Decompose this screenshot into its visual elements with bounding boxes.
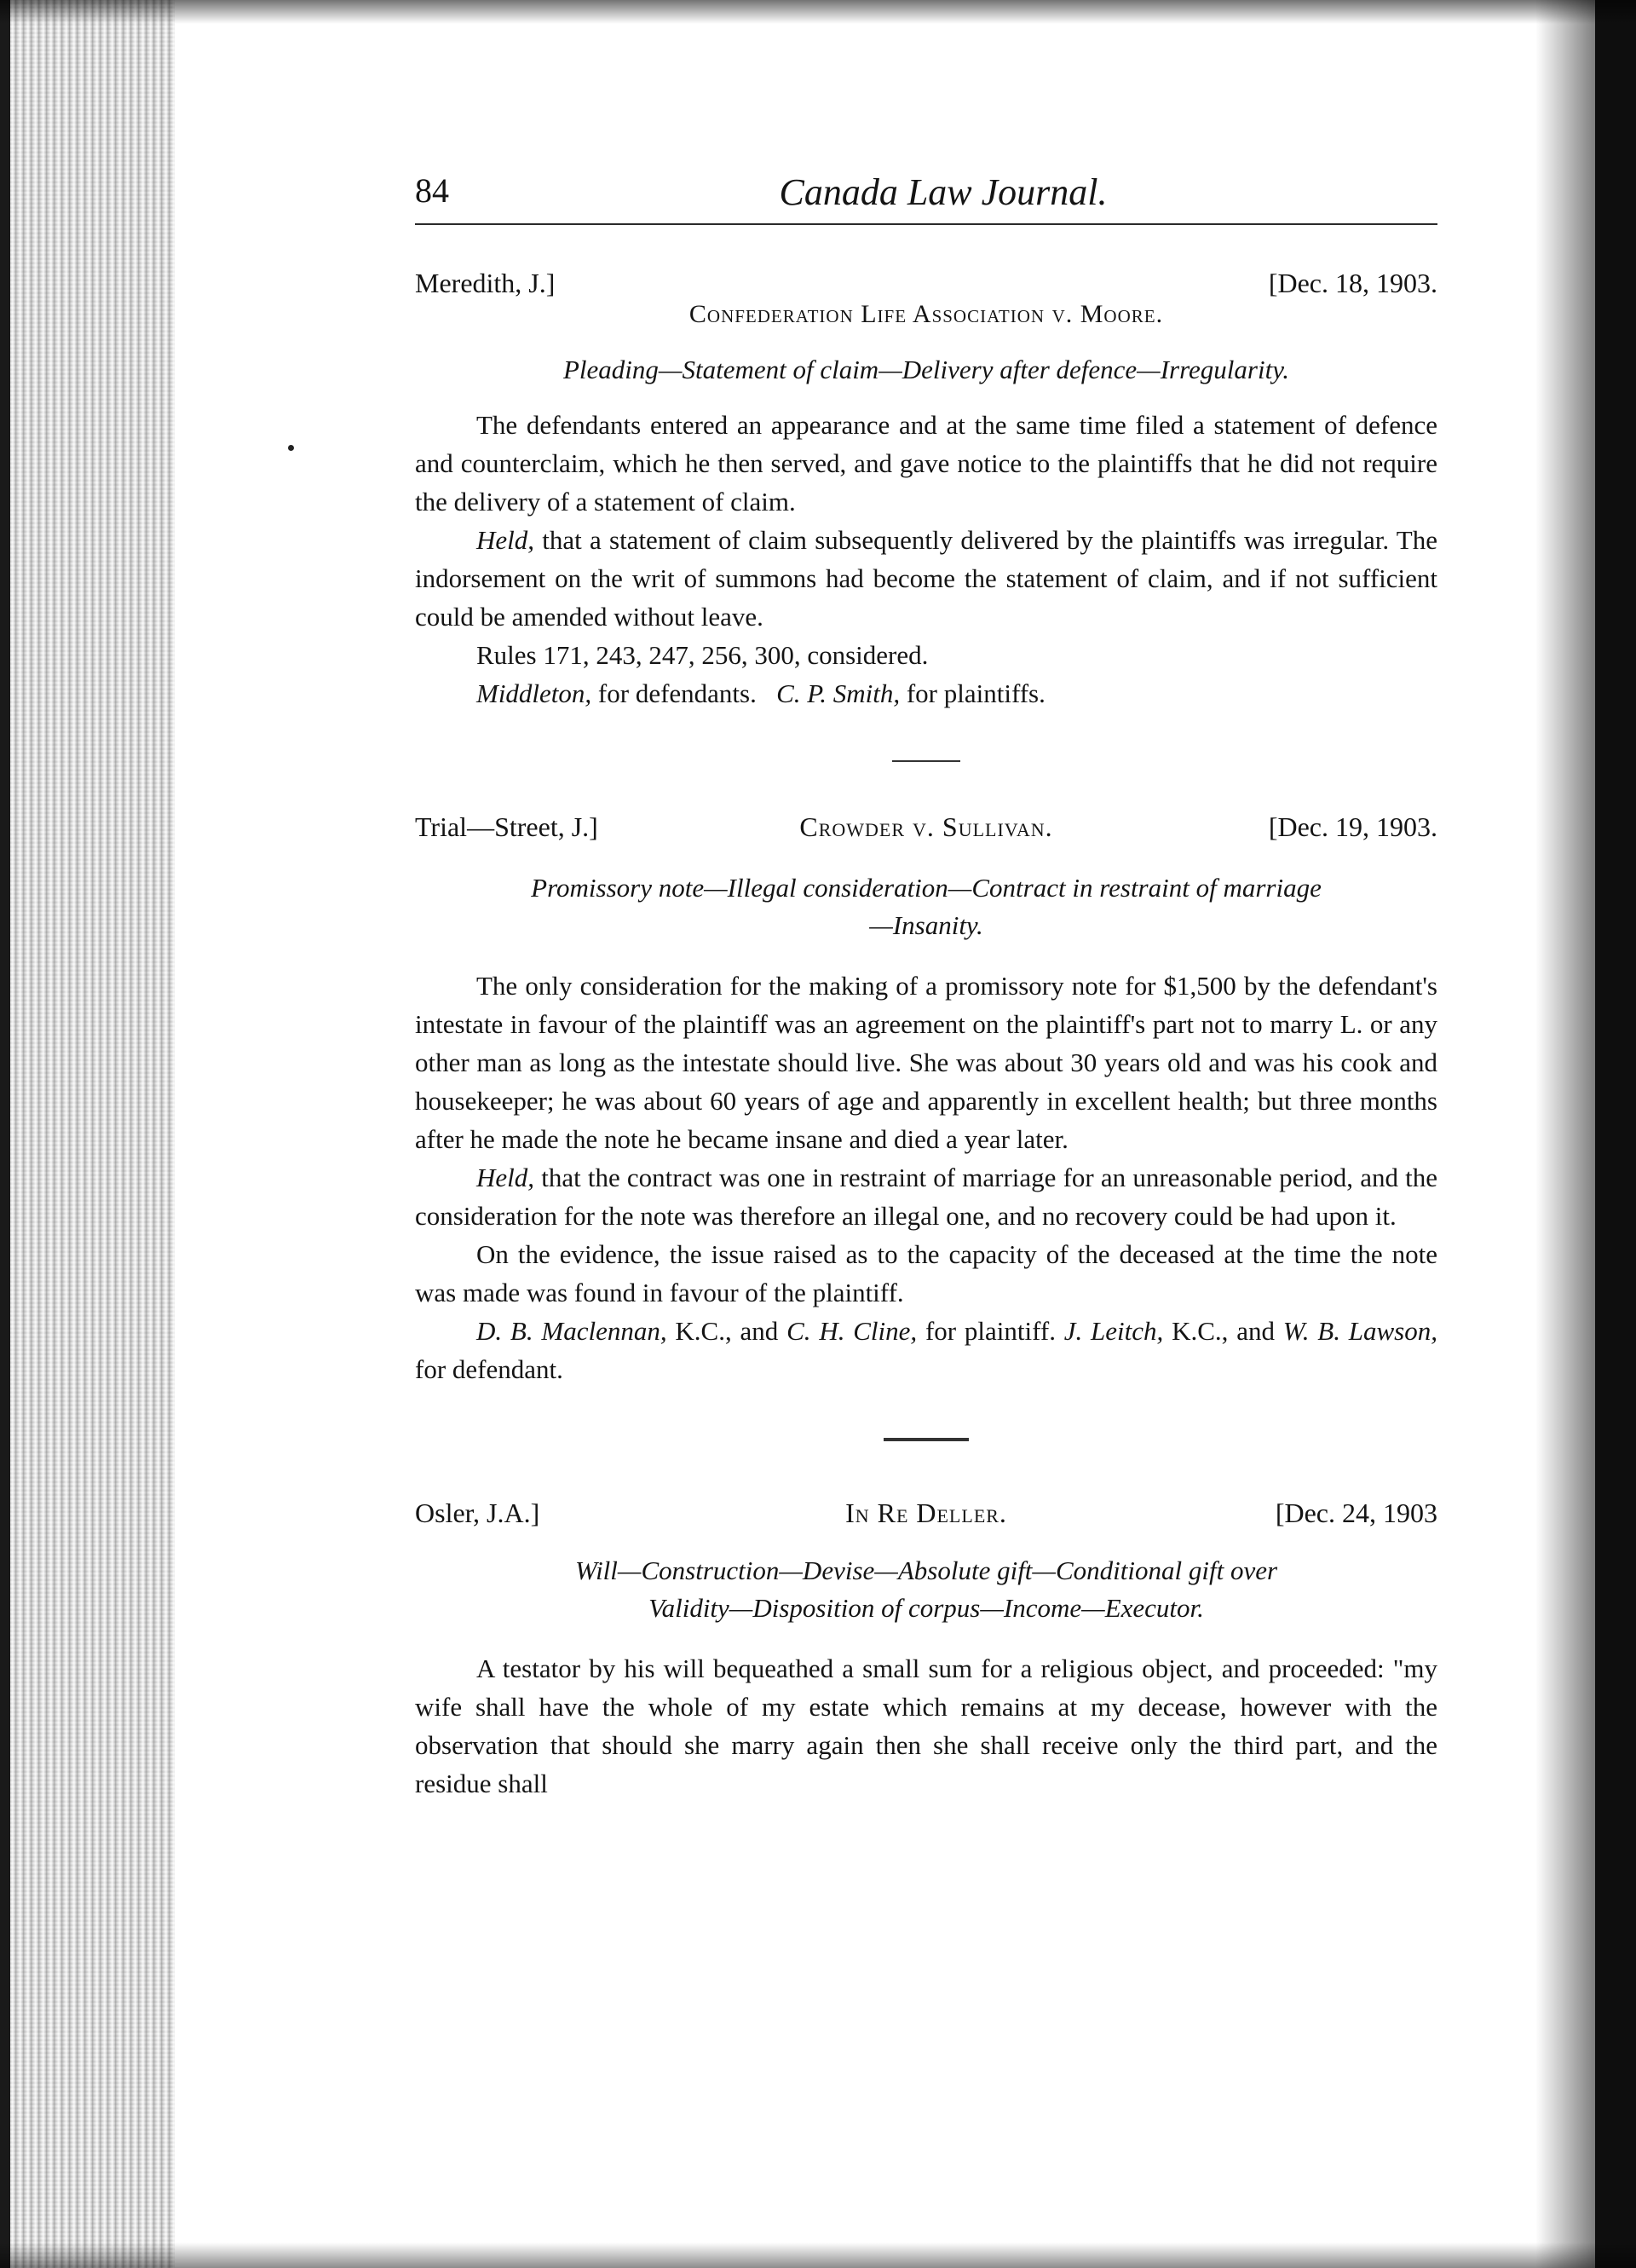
case-rules: Rules 171, 243, 247, 256, 300, considered.	[476, 640, 929, 670]
case-divider	[892, 760, 960, 762]
case-date: [Dec. 19, 1903.	[1268, 811, 1437, 842]
case-header	[415, 811, 1437, 849]
case-judge: Trial—Street, J.]	[415, 811, 598, 842]
catchwords-line: Will—Construction—Devise—Absolute gift—Conditional gift over	[574, 1555, 1278, 1585]
counsel-name: D. B. Maclennan,	[476, 1316, 667, 1346]
catchwords-line: Promissory note—Illegal consideration—Contract in restraint of marriage	[531, 873, 1322, 903]
case-catchwords	[415, 869, 1437, 944]
case-re-deller	[415, 1498, 1437, 1803]
counsel-name: W. B. Lawson,	[1282, 1316, 1438, 1346]
counsel-role: K.C., and	[666, 1316, 787, 1346]
counsel-role: for plaintiff.	[917, 1316, 1064, 1346]
counsel-name: Middleton,	[476, 678, 592, 708]
case-catchwords: Pleading—Statement of claim—Delivery after defence—Irregularity.	[562, 355, 1289, 384]
case-title: Confederation Life Association v. Moore.	[688, 300, 1164, 328]
scan-edge-right-fade	[1535, 0, 1595, 2268]
case-catchwords	[415, 1552, 1437, 1627]
catchwords-line: Validity—Disposition of corpus—Income—Executor.	[648, 1593, 1204, 1623]
case-paragraph: On the evidence, the issue raised as to the capacity of the deceased at the time the note was made was found in favour of the plaintiff.	[415, 1239, 1437, 1307]
counsel-role: K.C., and	[1163, 1316, 1283, 1346]
case-counsel	[415, 674, 1437, 713]
page-number: 84	[415, 171, 449, 210]
case-judge: Osler, J.A.]	[415, 1498, 540, 1528]
case-crowder-sullivan	[415, 811, 1437, 1388]
held-word: Held,	[476, 525, 535, 555]
case-held-paragraph	[415, 521, 1437, 636]
scan-speck	[288, 445, 294, 451]
scan-edge-left-dark	[0, 0, 10, 2268]
held-text: that a statement of claim subsequently delivered by the plaintiffs was irregular. The indorsement on the writ of summons had become the statement of claim, and if not sufficient could be amended without leave.	[415, 525, 1437, 632]
case-judge: Meredith, J.]	[415, 268, 556, 298]
case-date: [Dec. 18, 1903.	[1268, 268, 1437, 298]
scan-edge-top	[0, 0, 1636, 24]
case-paragraph: The defendants entered an appearance and at the same time filed a statement of defence and counterclaim, which he then served, and gave notice to the plaintiffs that he did not require the delivery of a statement of claim.	[415, 410, 1437, 517]
case-paragraph: The only consideration for the making of a promissory note for $1,500 by the defendant's intestate in favour of the plaintiff was an agreement on the plaintiff's part not to marry L. or any other man as long as the intestate should live. She was about 30 years old and was his cook and housekeeper; he was about 60 years of age and apparently in excellent health; but three months after he made the note he became insane and died a year later.	[415, 971, 1437, 1154]
scan-edge-left	[0, 0, 175, 2268]
scan-edge-right	[1595, 0, 1636, 2268]
case-counsel	[415, 1312, 1437, 1388]
held-word: Held,	[476, 1163, 535, 1192]
case-header	[415, 1498, 1437, 1535]
counsel-role: for defendants.	[591, 678, 757, 708]
case-date: [Dec. 24, 1903	[1275, 1498, 1437, 1528]
counsel-role: for defendant.	[415, 1354, 563, 1384]
counsel-role: for plaintiffs.	[900, 678, 1046, 708]
case-held-paragraph	[415, 1158, 1437, 1235]
case-confederation-life	[415, 268, 1437, 713]
case-title: Crowder v. Sullivan.	[799, 811, 1053, 842]
counsel-name: J. Leitch,	[1063, 1316, 1164, 1346]
scan-edge-bottom	[0, 2242, 1636, 2268]
case-paragraph: A testator by his will bequeathed a small sum for a religious object, and proceeded: "my wife shall have the whole of my estate which remains at my decease, however with the observation that should she marry again then she shall receive only the third part, and the residue shall	[415, 1653, 1437, 1798]
held-text: that the contract was one in restraint of marriage for an unreasonable period, and the consideration for the note was therefore an illegal one, and no recovery could be had upon it.	[415, 1163, 1438, 1231]
running-head	[415, 170, 1437, 225]
catchwords-line: —Insanity.	[869, 910, 983, 940]
case-title: In Re Deller.	[845, 1498, 1007, 1528]
counsel-name: C. H. Cline,	[786, 1316, 918, 1346]
case-divider	[884, 1438, 969, 1441]
counsel-name: C. P. Smith,	[776, 678, 901, 708]
document-page	[415, 170, 1437, 1803]
journal-title: Canada Law Journal.	[779, 171, 1108, 213]
case-header	[415, 268, 1437, 305]
